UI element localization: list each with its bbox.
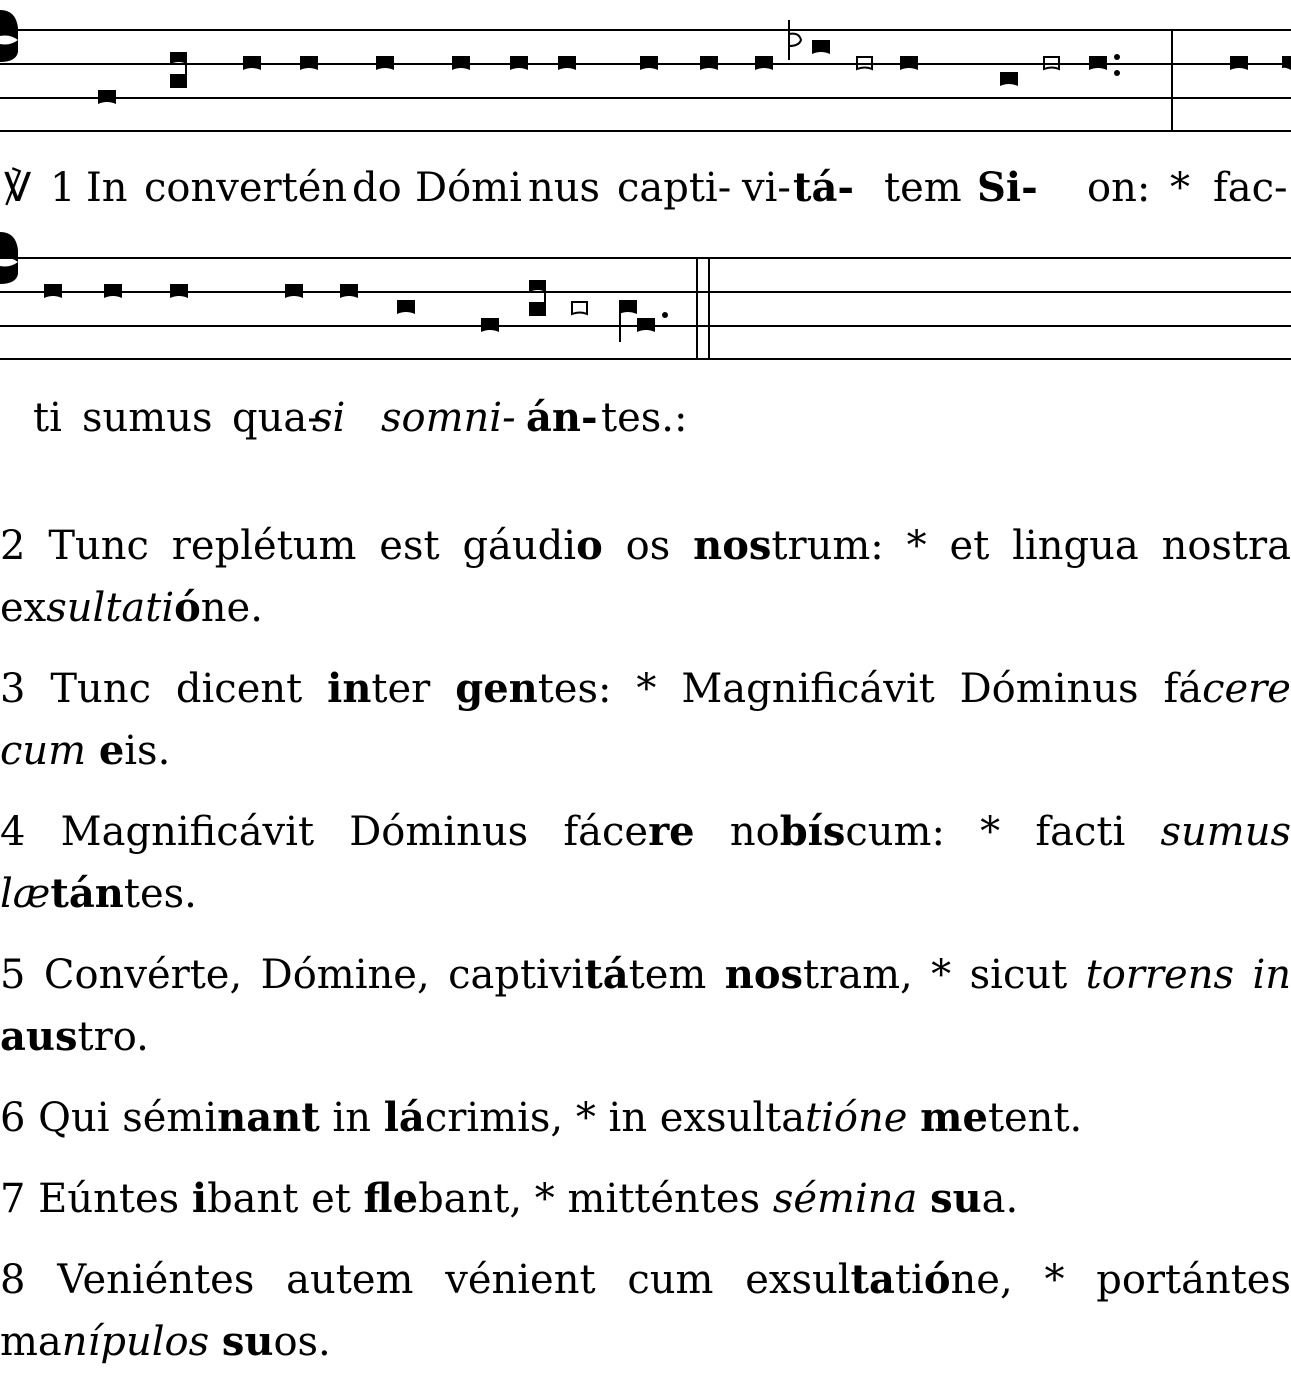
verse-segment: re [648, 808, 695, 855]
verse-segment: tá [584, 951, 629, 998]
psalm-verse [0, 515, 1291, 639]
verse-segment: os [602, 523, 694, 569]
verse-segment: 4 Magnificávit Dóminus fáce [0, 809, 649, 855]
verse-segment: no [694, 809, 780, 855]
verse-segment: aus [0, 1013, 78, 1060]
psalm-verse [0, 1168, 1291, 1230]
verse-segment: me [920, 1094, 988, 1141]
syllable: tá- [793, 164, 854, 211]
psalm-verse [0, 801, 1291, 925]
verse-segment: lá [383, 1094, 425, 1141]
verse-segment: a. [981, 1176, 1019, 1222]
verse-segment: cum: * facti [845, 809, 1161, 855]
verse-segment: in [327, 665, 372, 712]
verse-segment: tent. [987, 1095, 1083, 1141]
neumes-staff-1 [98, 40, 1291, 104]
verse-segment: 7 Eúntes [0, 1176, 192, 1222]
verse-segment: 2 Tunc replétum est gáudi [0, 523, 577, 569]
verse-segment: ó [174, 584, 201, 631]
syllable: fac- [1213, 165, 1288, 211]
verse-segment: 3 Tunc dicent [0, 666, 328, 712]
verse-segment: tram, * sicut [803, 952, 1086, 998]
verse-segment: os. [273, 1319, 331, 1365]
syllable: nus [528, 165, 601, 211]
verse-segment: tióne [805, 1095, 908, 1141]
verse-segment: ter [371, 666, 456, 712]
syllable: tem [884, 165, 962, 211]
verse-segment: nant [217, 1094, 320, 1141]
syllable: capti- [617, 165, 732, 211]
verse-segment: ne, * portántes ma [0, 1257, 1291, 1365]
syllable: In [86, 165, 128, 211]
lyrics-line-2 [0, 394, 1291, 442]
syllable: si [312, 395, 346, 441]
syllable: on: [1087, 165, 1151, 211]
syllable: sumus [82, 395, 213, 441]
psalm-verse [0, 944, 1291, 1068]
verse-segment: nos [693, 522, 772, 569]
verse-segment: ti [894, 1257, 924, 1303]
psalm-verses [0, 515, 1291, 1373]
staff-system-1 [0, 0, 1291, 140]
syllable: * [1170, 165, 1190, 211]
psalm-verse [0, 1249, 1291, 1373]
neumes-staff-2 [44, 280, 668, 332]
syllable: somni- [381, 395, 516, 441]
syllable: Dómi [415, 165, 522, 211]
verse-segment: tes: * Magnificávit Dóminus fá [537, 666, 1203, 712]
verse-segment: nípulos [61, 1319, 210, 1365]
staff-1-notation [0, 0, 1291, 140]
verse-segment [907, 1095, 920, 1141]
verse-segment: ó [923, 1256, 951, 1303]
verse-segment: tem [628, 952, 725, 998]
verse-segment: trum: * et lingua nostra ex [0, 523, 1291, 631]
verse-segment: sumus læ [0, 809, 1291, 917]
syllable: vi- [742, 165, 791, 211]
verse-segment: is. [124, 728, 171, 774]
verse-segment: e [98, 727, 125, 774]
verse-segment: o [576, 522, 603, 569]
verse-segment: cere cum [0, 666, 1291, 774]
verse-segment: 6 Qui sémi [0, 1095, 218, 1141]
verse-segment: su [930, 1175, 982, 1222]
verse-segment [209, 1319, 222, 1365]
psalm-verse [0, 1087, 1291, 1149]
syllable: do [352, 165, 402, 211]
verse-segment: i [191, 1175, 208, 1222]
verse-segment: gen [455, 665, 538, 712]
verse-segment: sémina [772, 1176, 918, 1222]
verse-segment: tes. [123, 871, 197, 917]
verse-segment [917, 1176, 930, 1222]
syllable: qua- [232, 395, 321, 441]
verse-segment: 8 Veniéntes autem vénient cum exsul [0, 1257, 851, 1303]
verse-segment: tán [50, 870, 124, 917]
lyrics-line-1 [0, 164, 1291, 212]
verse-segment: ta [850, 1256, 895, 1303]
psalm-verse [0, 658, 1291, 782]
verse-segment: ne. [200, 585, 263, 631]
syllable: 1 [50, 165, 76, 211]
verse-segment: sultati [46, 585, 175, 631]
verse-segment: bís [779, 808, 846, 855]
verse-segment: bant, * mitténtes [418, 1176, 773, 1222]
verse-segment: nos [724, 951, 804, 998]
verse-segment: in [319, 1095, 384, 1141]
syllable: tes.: [601, 395, 688, 441]
syllable: ti [33, 395, 62, 441]
verse-segment: fle [363, 1175, 419, 1222]
syllable: Si- [977, 164, 1038, 211]
c-clef-icon [0, 10, 18, 62]
verse-segment: su [221, 1318, 274, 1365]
verse-segment: torrens in [1085, 952, 1291, 998]
verse-segment: 5 Convérte, Dómine, captivi [0, 952, 585, 998]
staff-2-notation [0, 228, 1291, 368]
syllable: convertén [144, 165, 348, 211]
verse-symbol-icon: ℣ [4, 165, 32, 211]
verse-segment [86, 728, 99, 774]
verse-segment: tro. [77, 1014, 149, 1060]
syllable: án- [526, 394, 598, 441]
verse-segment: crimis, * in exsulta [424, 1095, 806, 1141]
verse-segment: bant et [207, 1176, 364, 1222]
staff-system-2 [0, 228, 1291, 368]
